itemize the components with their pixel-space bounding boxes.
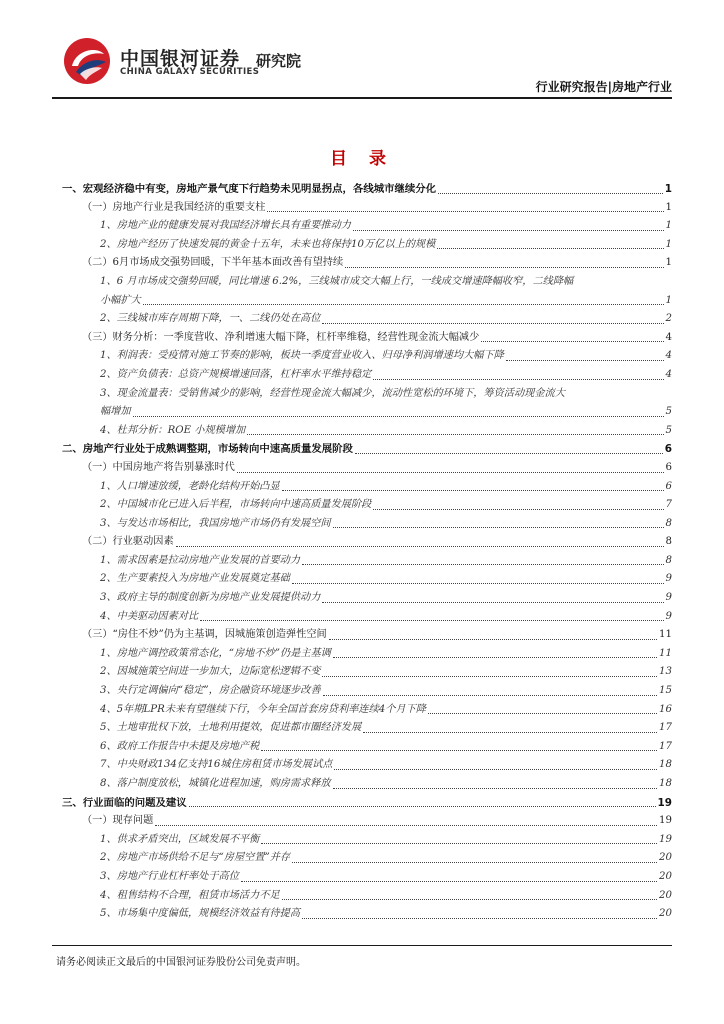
- toc-page-number: 1: [665, 220, 672, 232]
- toc-page-number: 13: [659, 666, 672, 678]
- toc-page-number: 2: [665, 313, 672, 325]
- footer-divider: [52, 945, 672, 946]
- toc-leader-dots: [143, 304, 664, 305]
- toc-entry-label: 1、供求矛盾突出，区域发展不平衡: [100, 833, 260, 845]
- toc-entry-label: 3、房地产行业杠杆率处于高位: [100, 870, 239, 882]
- toc-entry-label: 1、房地产业的健康发展对我国经济增长具有重要推动力: [100, 220, 351, 232]
- toc-entry[interactable]: [62, 663, 672, 682]
- toc-entry[interactable]: [62, 682, 672, 701]
- toc-entry-label: 1、房地产调控政策常态化，“房地不炒”仍是主基调: [100, 647, 331, 659]
- toc-entry[interactable]: [62, 738, 672, 757]
- toc-page-number: 18: [659, 778, 672, 789]
- toc-entry-label: 2、三线城市库存周期下降，一、二线仍处在高位: [100, 313, 321, 325]
- toc-entry-label: 2、房地产经历了快速发展的黄金十五年，未来也将保持10万亿以上的规模: [100, 238, 436, 250]
- toc-page-number: 4: [665, 331, 672, 343]
- toc-leader-dots: [155, 825, 657, 826]
- toc-entry-label: 3、与发达市场相比，我国房地产市场仍有发展空间: [100, 517, 331, 529]
- toc-leader-dots: [322, 323, 663, 324]
- toc-entry-label: 3、央行定调偏向“稳定”，房企融资环境逐步改善: [100, 685, 321, 697]
- toc-entry[interactable]: [62, 533, 672, 552]
- toc-page-number: 20: [659, 870, 672, 882]
- toc-entry-label: 4、5年期LPR未来有望继续下行，今年全国首套房贷利率连续4个月下降: [100, 703, 426, 715]
- table-of-contents: [62, 180, 672, 924]
- toc-leader-dots: [189, 806, 656, 807]
- toc-entry-label: 4、中美驱动因素对比: [100, 610, 199, 622]
- toc-entry[interactable]: [62, 459, 672, 478]
- toc-entry[interactable]: [62, 552, 672, 571]
- toc-entry[interactable]: [62, 180, 672, 199]
- toc-leader-dots: [261, 843, 657, 844]
- toc-entry[interactable]: [62, 292, 672, 311]
- toc-page-number: 1: [665, 238, 672, 250]
- toc-page-number: 5: [665, 406, 672, 418]
- toc-entry-label: 一、宏观经济稳中有变，房地产景气度下行趋势未见明显拐点，各线城市继续分化: [62, 183, 437, 195]
- toc-leader-dots: [373, 379, 663, 380]
- toc-entry[interactable]: [62, 347, 672, 366]
- toc-entry[interactable]: [62, 422, 672, 441]
- toc-page-number: 5: [665, 424, 672, 436]
- toc-entry[interactable]: [62, 217, 672, 236]
- toc-entry-label: 1、人口增速放缓，老龄化结构开始凸显: [100, 480, 280, 492]
- toc-leader-dots: [506, 360, 664, 361]
- toc-leader-dots: [355, 453, 663, 454]
- logo-english-name: CHINA GALAXY SECURITIES: [120, 67, 260, 77]
- toc-page-number: 19: [659, 833, 672, 845]
- toc-entry-label: 3、政府主导的制度创新为房地产业发展提供动力: [100, 592, 321, 604]
- toc-page-number: 18: [659, 759, 672, 771]
- report-type: 行业研究报告|房地产行业: [535, 80, 672, 94]
- toc-entry[interactable]: [62, 756, 672, 775]
- toc-entry-label: 4、杜邦分析：ROE 小规模增加: [100, 424, 246, 436]
- toc-entry[interactable]: [62, 812, 672, 831]
- toc-entry-label: 5、市场集中度偏低，规模经济效益有待提高: [100, 908, 301, 920]
- disclaimer-note: 请务必阅读正文最后的中国银河证券股份公司免责声明。: [56, 957, 306, 968]
- toc-leader-dots: [292, 583, 664, 584]
- toc-page-number: 11: [659, 629, 672, 641]
- toc-page-number: 6: [665, 480, 672, 492]
- toc-page-number: 7: [665, 499, 672, 511]
- page-header: [0, 0, 724, 100]
- toc-entry-label: （一）房地产行业是我国经济的重要支柱: [82, 201, 266, 213]
- toc-page-number: 20: [659, 889, 672, 901]
- toc-page-number: 9: [665, 573, 672, 585]
- toc-page-number: 15: [659, 685, 672, 697]
- toc-leader-dots: [237, 472, 664, 473]
- toc-entry[interactable]: [62, 310, 672, 329]
- toc-entry-label: 幅增加: [100, 406, 131, 418]
- toc-leader-dots: [322, 602, 663, 603]
- toc-leader-dots: [345, 267, 663, 268]
- toc-entry[interactable]: [62, 254, 672, 273]
- toc-leader-dots: [176, 546, 664, 547]
- toc-entry-wrapped-text[interactable]: 3、现金流量表：受销售减少的影响，经营性现金流大幅减少，流动性宽松的环境下，筹资活动现金流大: [100, 387, 565, 399]
- toc-leader-dots: [133, 416, 664, 417]
- toc-entry[interactable]: [62, 719, 672, 738]
- toc-page-number: 4: [665, 368, 672, 380]
- toc-leader-dots: [292, 862, 657, 863]
- toc-entry-label: 2、中国城市化已进入后半程，市场转向中速高质量发展阶段: [100, 499, 372, 511]
- toc-entry[interactable]: [62, 440, 672, 459]
- toc-entry[interactable]: [62, 329, 672, 348]
- toc-entry[interactable]: [62, 887, 672, 906]
- toc-entry-label: 1、利润表：受疫情对施工节奏的影响，板块一季度营业收入、归母净利润增速均大幅下降: [100, 350, 504, 362]
- toc-entry[interactable]: [62, 626, 672, 645]
- toc-title: 目 录: [330, 149, 394, 169]
- toc-entry[interactable]: [62, 570, 672, 589]
- toc-leader-dots: [241, 881, 657, 882]
- toc-leader-dots: [282, 490, 664, 491]
- toc-leader-dots: [302, 918, 657, 919]
- toc-entry[interactable]: [62, 478, 672, 497]
- toc-entry[interactable]: [62, 496, 672, 515]
- toc-entry[interactable]: [62, 701, 672, 720]
- toc-entry-label: 2、房地产市场供给不足与“房屋空置”并存: [100, 852, 291, 864]
- toc-entry-label: （三）“房住不炒”仍为主基调，因城施策创造弹性空间: [82, 629, 327, 641]
- toc-page-number: 8: [665, 554, 672, 566]
- toc-leader-dots: [247, 434, 663, 435]
- toc-entry[interactable]: [62, 794, 672, 813]
- toc-page-number: 9: [665, 592, 672, 604]
- toc-leader-dots: [323, 695, 657, 696]
- toc-leader-dots: [333, 657, 657, 658]
- toc-page-number: 8: [665, 536, 672, 548]
- toc-leader-dots: [353, 230, 664, 231]
- toc-entry-label: 三、行业面临的问题及建议: [62, 796, 187, 809]
- toc-page-number: 9: [665, 610, 672, 622]
- toc-leader-dots: [282, 899, 657, 900]
- toc-leader-dots: [261, 750, 657, 751]
- toc-leader-dots: [333, 527, 664, 528]
- header-divider: [52, 97, 672, 99]
- toc-page-number: 11: [659, 647, 672, 659]
- toc-leader-dots: [302, 564, 663, 565]
- logo-chinese-name: 中国银河证券: [120, 48, 241, 70]
- toc-page-number: 1: [665, 257, 672, 269]
- toc-entry[interactable]: [62, 199, 672, 218]
- toc-leader-dots: [322, 676, 657, 677]
- toc-leader-dots: [200, 620, 663, 621]
- toc-entry-label: 8、落户制度放松，城镇化进程加速，购房需求释放: [100, 778, 331, 789]
- toc-leader-dots: [481, 341, 663, 342]
- toc-entry-label: 1、需求因素是拉动房地产业发展的首要动力: [100, 554, 301, 566]
- toc-entry[interactable]: [62, 645, 672, 664]
- toc-entry-label: （二）行业驱动因素: [82, 536, 174, 548]
- toc-entry-label: 7、中央财政134亿支持16城住房租赁市场发展试点: [100, 759, 333, 771]
- toc-entry-label: 小幅扩大: [100, 294, 141, 306]
- toc-entry[interactable]: [62, 608, 672, 627]
- toc-entry[interactable]: [62, 775, 672, 794]
- toc-page-number: 8: [665, 517, 672, 529]
- toc-page-number: 4: [665, 350, 672, 362]
- toc-entry-label: 2、资产负债表：总资产规模增速回落，杠杆率水平维持稳定: [100, 368, 372, 380]
- toc-leader-dots: [363, 732, 657, 733]
- toc-entry[interactable]: [62, 868, 672, 887]
- toc-entry-label: 4、租售结构不合理，租赁市场活力不足: [100, 889, 280, 901]
- toc-page-number: 20: [659, 908, 672, 920]
- toc-entry-label: （一）中国房地产将告别暴涨时代: [82, 461, 235, 473]
- toc-page-number: 19: [659, 815, 672, 827]
- toc-page-number: 1: [665, 201, 672, 213]
- toc-page-number: 1: [665, 294, 672, 306]
- toc-entry-label: （一）现存问题: [82, 815, 154, 827]
- toc-leader-dots: [373, 509, 663, 510]
- toc-entry[interactable]: [62, 589, 672, 608]
- toc-page-number: 19: [657, 796, 672, 809]
- galaxy-logo-icon: [62, 36, 112, 86]
- toc-entry[interactable]: [62, 366, 672, 385]
- toc-entry-label: 2、因城施策空间进一步加大，边际宽松逻辑不变: [100, 666, 321, 678]
- toc-entry[interactable]: [62, 515, 672, 534]
- toc-page-number: 16: [659, 703, 672, 715]
- toc-page-number: 1: [664, 183, 672, 195]
- toc-entry-label: 二、房地产行业处于成熟调整期，市场转向中速高质量发展阶段: [62, 443, 353, 456]
- toc-entry-label: 6、政府工作报告中未提及房地产税: [100, 740, 260, 752]
- toc-page-number: 6: [664, 443, 672, 456]
- toc-entry[interactable]: [62, 403, 672, 422]
- toc-page-number: 17: [659, 740, 672, 752]
- toc-leader-dots: [267, 211, 663, 212]
- toc-entry-label: （三）财务分析：一季度营收、净利增速大幅下降，杠杆率维稳，经营性现金流大幅减少: [82, 331, 480, 343]
- toc-entry[interactable]: [62, 905, 672, 924]
- toc-leader-dots: [428, 713, 657, 714]
- toc-page-number: 20: [659, 852, 672, 864]
- toc-entry-label: 5、土地审批权下放，土地利用提效，促进都市圈经济发展: [100, 722, 362, 734]
- toc-leader-dots: [437, 248, 663, 249]
- institute-label: 研究院: [256, 52, 302, 70]
- toc-entry[interactable]: [62, 849, 672, 868]
- toc-page-number: 6: [665, 461, 672, 473]
- toc-entry[interactable]: [62, 831, 672, 850]
- toc-entry-label: 2、生产要素投入为房地产业发展奠定基础: [100, 573, 290, 585]
- toc-page-number: 17: [659, 722, 672, 734]
- toc-entry-label: （二）6月市场成交强势回暖，下半年基本面改善有望持续: [82, 257, 344, 269]
- toc-leader-dots: [438, 193, 663, 194]
- toc-leader-dots: [334, 769, 657, 770]
- toc-leader-dots: [329, 639, 657, 640]
- toc-entry-wrapped-text[interactable]: 1、6 月市场成交强势回暖，同比增速 6.2%，三线城市成交大幅上行，一线成交增速降幅收窄，二线降幅: [100, 275, 574, 287]
- toc-entry[interactable]: [62, 236, 672, 255]
- toc-leader-dots: [333, 788, 657, 789]
